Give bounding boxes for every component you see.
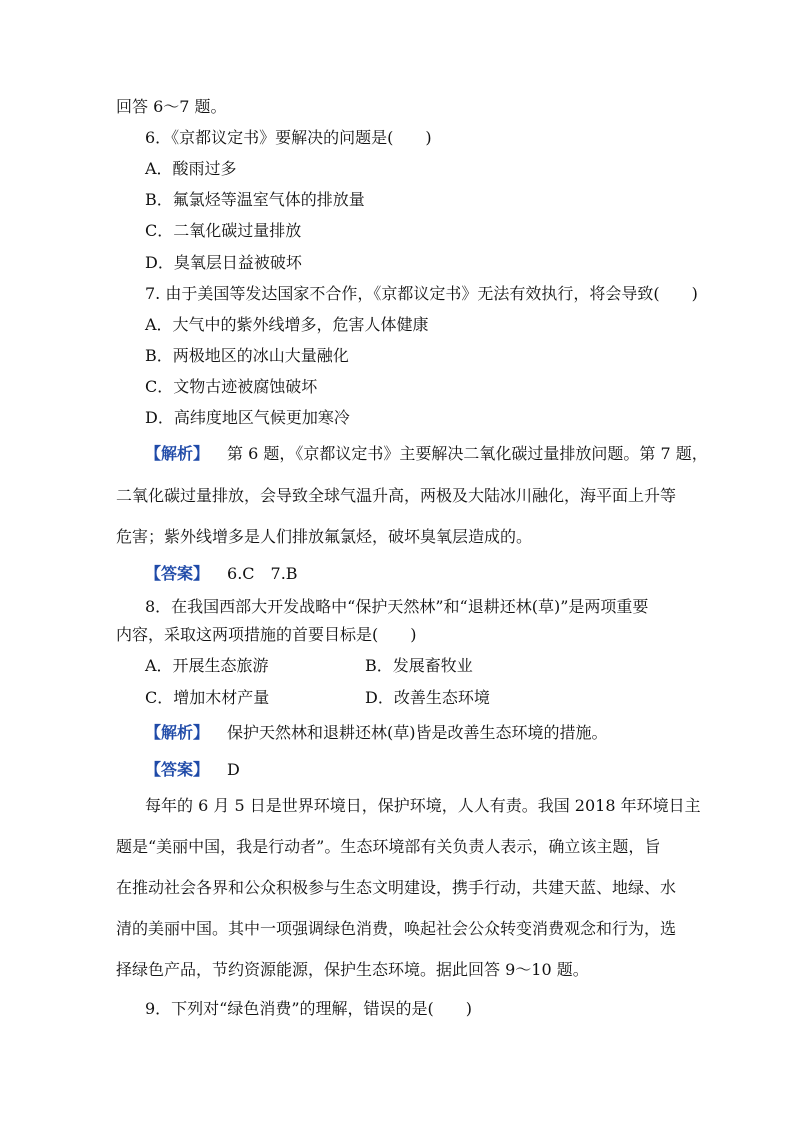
intro-line: 回答 6～7 题。 bbox=[116, 97, 227, 116]
answer-2-text: D bbox=[227, 760, 240, 779]
analysis-1-text: 第 6 题，《京都议定书》主要解决二氧化碳过量排放问题。第 7 题， bbox=[227, 444, 708, 463]
q8-option-a: A．开展生态旅游 bbox=[145, 656, 269, 675]
q8-option-b: B．发展畜牧业 bbox=[365, 656, 473, 675]
q7-option-d: D．高纬度地区气候更加寒冷 bbox=[145, 408, 350, 427]
analysis-2 bbox=[145, 723, 608, 743]
question-9: 9．下列对“绿色消费”的理解，错误的是( ) bbox=[145, 999, 473, 1018]
analysis-tag: 【解析】 bbox=[145, 444, 210, 463]
q6-option-d: D．臭氧层日益被破坏 bbox=[145, 253, 302, 272]
analysis-1-line-1 bbox=[145, 444, 708, 464]
answer-tag: 【答案】 bbox=[145, 760, 210, 779]
analysis-tag: 【解析】 bbox=[145, 723, 210, 742]
passage-line-1: 每年的 6 月 5 日是世界环境日，保护环境，人人有责。我国 2018 年环境日主 bbox=[145, 796, 701, 815]
q8-option-d: D．改善生态环境 bbox=[365, 688, 490, 707]
q6-option-c: C．二氧化碳过量排放 bbox=[145, 221, 302, 240]
q7-option-c: C．文物古迹被腐蚀破坏 bbox=[145, 377, 318, 396]
passage-line-2: 题是“美丽中国，我是行动者”。生态环境部有关负责人表示，确立该主题，旨 bbox=[116, 837, 661, 856]
q6-option-b: B．氟氯烃等温室气体的排放量 bbox=[145, 190, 365, 209]
answer-1-text: 6.C 7.B bbox=[227, 564, 298, 583]
q7-option-b: B．两极地区的冰山大量融化 bbox=[145, 346, 349, 365]
answer-1 bbox=[145, 564, 298, 584]
question-6: 6．《京都议定书》要解决的问题是( ) bbox=[145, 128, 432, 147]
passage-line-3: 在推动社会各界和公众积极参与生态文明建设，携手行动，共建天蓝、地绿、水 bbox=[116, 878, 677, 897]
question-8-line-2: 内容，采取这两项措施的首要目标是( ) bbox=[116, 625, 417, 644]
answer-tag: 【答案】 bbox=[145, 564, 210, 583]
q6-option-a: A．酸雨过多 bbox=[145, 159, 237, 178]
analysis-2-text: 保护天然林和退耕还林(草)皆是改善生态环境的措施。 bbox=[227, 723, 608, 742]
question-7: 7. 由于美国等发达国家不合作，《京都议定书》无法有效执行，将会导致( ) bbox=[145, 284, 698, 303]
answer-2 bbox=[145, 760, 240, 780]
q7-option-a: A．大气中的紫外线增多，危害人体健康 bbox=[145, 315, 429, 334]
passage-line-4: 清的美丽中国。其中一项强调绿色消费，唤起社会公众转变消费观念和行为，选 bbox=[116, 919, 677, 938]
question-8-line-1: 8．在我国西部大开发战略中“保护天然林”和“退耕还林(草)”是两项重要 bbox=[145, 597, 649, 616]
q8-option-c: C．增加木材产量 bbox=[145, 688, 270, 707]
passage-line-5: 择绿色产品，节约资源能源，保护生态环境。据此回答 9～10 题。 bbox=[116, 960, 589, 979]
analysis-1-line-2: 二氧化碳过量排放，会导致全球气温升高，两极及大陆冰川融化，海平面上升等 bbox=[116, 486, 677, 505]
analysis-1-line-3: 危害；紫外线增多是人们排放氟氯烃，破坏臭氧层造成的。 bbox=[116, 527, 533, 546]
